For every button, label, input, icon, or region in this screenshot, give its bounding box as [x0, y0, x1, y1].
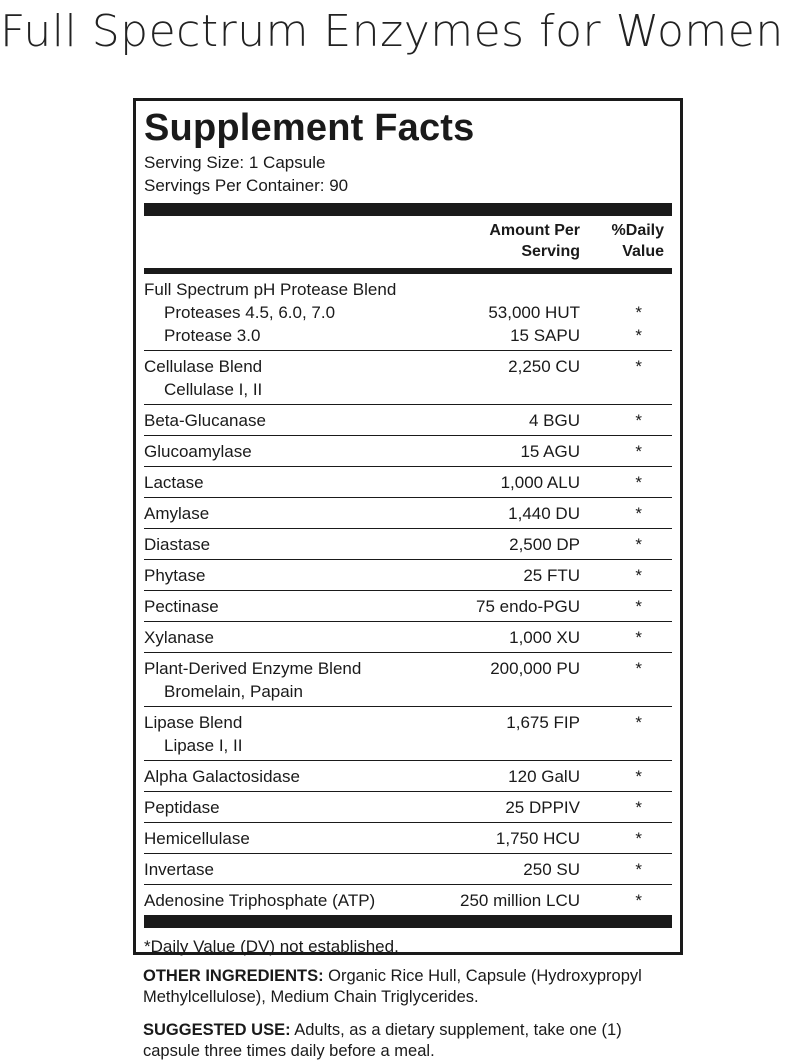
- nutrient-sub-label: Cellulase I, II: [164, 380, 263, 399]
- serving-size: Serving Size: 1 Capsule: [144, 153, 326, 172]
- nutrient-row: [144, 559, 672, 590]
- nutrient-amount: 2,500 DP: [509, 535, 580, 554]
- nutrient-amount: 1,750 HCU: [495, 829, 580, 848]
- nutrient-daily-value: *: [635, 860, 642, 879]
- nutrient-sub-daily-value: *: [635, 326, 642, 345]
- nutrient-label: Adenosine Triphosphate (ATP): [144, 891, 376, 910]
- page-title: Full Spectrum Enzymes for Women: [0, 6, 784, 57]
- nutrient-daily-value: *: [635, 628, 642, 647]
- nutrient-label: Beta-Glucanase: [144, 411, 266, 430]
- other-ingredients-label: OTHER INGREDIENTS:: [143, 967, 324, 985]
- nutrient-row: [144, 652, 672, 706]
- dv-header-line-2: Value: [622, 243, 664, 260]
- nutrient-row: [144, 760, 672, 791]
- nutrient-label: Cellulase Blend: [144, 357, 263, 376]
- nutrient-row: [144, 822, 672, 853]
- nutrient-label: Glucoamylase: [144, 442, 252, 461]
- amount-header-line-1: Amount Per: [489, 222, 580, 239]
- facts-heading: Supplement Facts: [144, 107, 475, 149]
- bottom-thick-divider: [144, 915, 672, 928]
- amount-header-line-2: Serving: [521, 243, 580, 260]
- daily-value-column-header: [612, 220, 664, 262]
- nutrient-daily-value: *: [635, 535, 642, 554]
- nutrient-rows: [144, 274, 672, 915]
- dv-header-line-1: %Daily: [611, 222, 664, 239]
- nutrient-label: Hemicellulase: [144, 829, 250, 848]
- nutrient-daily-value: *: [635, 411, 642, 430]
- suggested-use-line-2: capsule three times daily before a meal.: [143, 1042, 435, 1060]
- nutrient-amount: 15 AGU: [520, 442, 580, 461]
- nutrient-label: Pectinase: [144, 597, 219, 616]
- nutrient-row: [144, 466, 672, 497]
- nutrient-daily-value: *: [635, 597, 642, 616]
- nutrient-daily-value: *: [635, 659, 642, 678]
- nutrient-amount: 250 SU: [523, 860, 580, 879]
- footnote: *Daily Value (DV) not established.: [144, 937, 399, 956]
- nutrient-amount: 120 GalU: [508, 767, 580, 786]
- nutrient-label: Peptidase: [144, 798, 220, 817]
- other-ingredients-line-1: Organic Rice Hull, Capsule (Hydroxypropyl: [323, 967, 642, 985]
- nutrient-sub-label: Lipase I, II: [164, 736, 243, 755]
- supplement-facts-panel: [133, 98, 683, 955]
- nutrient-amount: 1,000 XU: [509, 628, 580, 647]
- nutrient-row: [144, 706, 672, 760]
- nutrient-amount: 1,675 FIP: [506, 713, 580, 732]
- nutrient-amount: 1,440 DU: [508, 504, 580, 523]
- nutrient-daily-value: *: [635, 357, 642, 376]
- nutrient-amount: 250 million LCU: [460, 891, 580, 910]
- nutrient-daily-value: *: [635, 713, 642, 732]
- nutrient-amount: 1,000 ALU: [500, 473, 580, 492]
- nutrient-daily-value: *: [635, 829, 642, 848]
- nutrient-sub-amount: 15 SAPU: [510, 326, 580, 345]
- nutrient-row: [144, 621, 672, 652]
- nutrient-row: [144, 528, 672, 559]
- nutrient-amount: 25 DPPIV: [505, 798, 580, 817]
- thick-divider: [144, 203, 672, 216]
- nutrient-sub-label: Protease 3.0: [164, 326, 261, 345]
- nutrient-row: [144, 884, 672, 915]
- nutrient-daily-value: *: [635, 473, 642, 492]
- nutrient-label: Xylanase: [144, 628, 214, 647]
- nutrient-daily-value: *: [635, 566, 642, 585]
- nutrient-row: [144, 274, 672, 350]
- nutrient-row: [144, 853, 672, 884]
- nutrient-daily-value: *: [635, 442, 642, 461]
- nutrient-label: Alpha Galactosidase: [144, 767, 300, 786]
- nutrient-label: Amylase: [144, 504, 210, 523]
- nutrient-row: [144, 404, 672, 435]
- nutrient-sub-daily-value: *: [635, 303, 642, 322]
- nutrient-amount: 2,250 CU: [508, 357, 580, 376]
- nutrient-row: [144, 497, 672, 528]
- amount-column-header: [489, 220, 580, 262]
- nutrient-label: Lipase Blend: [144, 713, 243, 732]
- column-header-row: [144, 216, 672, 268]
- nutrient-row: [144, 350, 672, 404]
- nutrient-amount: 75 endo-PGU: [476, 597, 580, 616]
- nutrient-label: Full Spectrum pH Protease Blend: [144, 280, 397, 299]
- nutrient-label: Lactase: [144, 473, 204, 492]
- nutrient-row: [144, 435, 672, 466]
- nutrient-sub-amount: 53,000 HUT: [488, 303, 580, 322]
- nutrient-amount: 25 FTU: [523, 566, 580, 585]
- nutrient-sub-label: Proteases 4.5, 6.0, 7.0: [164, 303, 336, 322]
- nutrient-row: [144, 590, 672, 621]
- suggested-use-line-1: Adults, as a dietary supplement, take one (1): [290, 1021, 622, 1039]
- nutrient-label: Diastase: [144, 535, 211, 554]
- nutrient-sub-label: Bromelain, Papain: [164, 682, 303, 701]
- nutrient-label: Phytase: [144, 566, 206, 585]
- nutrient-label: Plant-Derived Enzyme Blend: [144, 659, 362, 678]
- nutrient-amount: 200,000 PU: [490, 659, 580, 678]
- nutrient-daily-value: *: [635, 504, 642, 523]
- other-ingredients-line-2: Methylcellulose), Medium Chain Triglycerides.: [143, 988, 479, 1006]
- other-ingredients: [143, 966, 703, 1008]
- nutrient-daily-value: *: [635, 798, 642, 817]
- nutrient-row: [144, 791, 672, 822]
- nutrient-label: Invertase: [144, 860, 214, 879]
- nutrient-daily-value: *: [635, 767, 642, 786]
- suggested-use: [143, 1020, 703, 1062]
- nutrient-amount: 4 BGU: [528, 411, 580, 430]
- nutrient-daily-value: *: [635, 891, 642, 910]
- suggested-use-label: SUGGESTED USE:: [143, 1021, 291, 1039]
- servings-per-container: Servings Per Container: 90: [144, 176, 349, 195]
